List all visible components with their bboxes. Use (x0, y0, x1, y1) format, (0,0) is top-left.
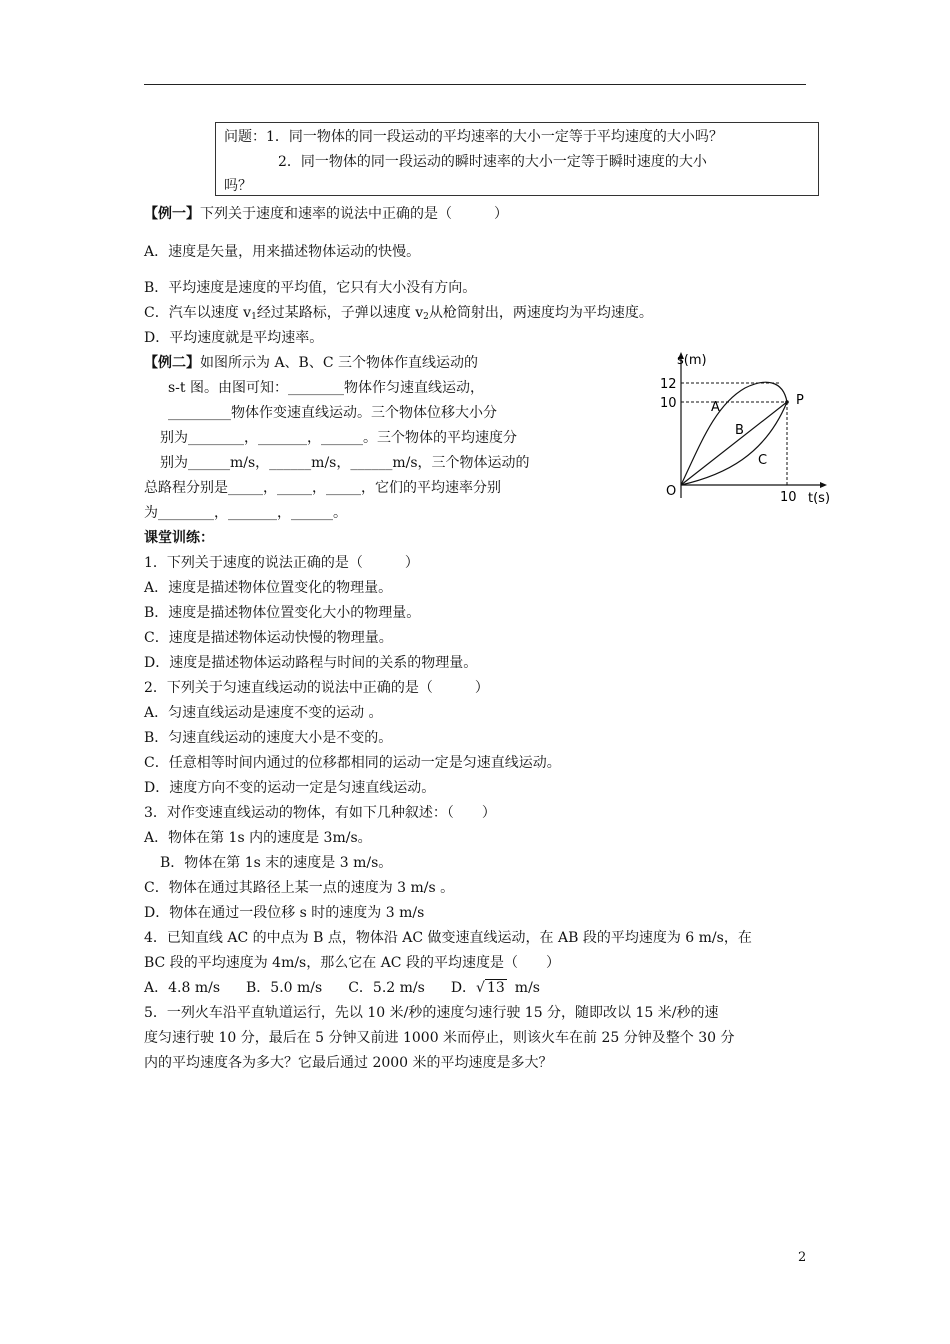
example-2-line-6: 总路程分别是_____，_____，_____，它们的平均速率分别 (144, 480, 501, 496)
example-1-stem (144, 205, 508, 223)
y-tick-10: 10 (660, 396, 677, 411)
training-q3-option-b: B．物体在第 1s 末的速度是 3 m/s。 (160, 855, 393, 871)
training-q3-option-a: A．物体在第 1s 内的速度是 3m/s。 (144, 830, 372, 846)
example-2-text: 如图所示为 A、B、C 三个物体作直线运动的 (200, 355, 479, 371)
header-rule (144, 84, 806, 85)
point-p-label: P (796, 393, 804, 408)
option-c-mid: 经过某路标，子弹以速度 v (256, 305, 424, 321)
example-2-label: 【例二】 (144, 355, 200, 371)
training-title: 课堂训练： (144, 530, 214, 546)
training-q1-option-d: D．速度是描述物体运动路程与时间的关系的物理量。 (144, 655, 478, 671)
training-q2-option-c: C．任意相等时间内通过的位移都相同的运动一定是匀速直线运动。 (144, 755, 561, 771)
example-1-option-d: D．平均速度就是平均速率。 (144, 330, 324, 346)
q4-option-a: A．4.8 m/s (144, 980, 221, 996)
box-question-1: 问题：1．同一物体的同一段运动的平均速率的大小一定等于平均速度的大小吗？ (224, 129, 723, 145)
option-c-sub1: 1 (251, 312, 257, 322)
training-q5-line-3: 内的平均速度各为多大？它最后通过 2000 米的平均速度是多大？ (144, 1055, 553, 1071)
option-c-post: 从枪筒射出，两速度均为平均速度。 (428, 305, 653, 321)
curve-b-label: B (735, 423, 744, 438)
curve-c-label: C (758, 453, 768, 468)
curve-a-label: A (711, 400, 720, 415)
training-q5-line-2: 度匀速行驶 10 分，最后在 5 分钟又前进 1000 米而停止，则该火车在前 25 分钟及整个 30 分 (144, 1030, 735, 1046)
training-q3-option-c: C．物体在通过其路径上某一点的速度为 3 m/s 。 (144, 880, 455, 896)
sqrt-radicand: 13 (486, 980, 505, 996)
training-q4-options (144, 979, 540, 997)
example-1-option-b: B．平均速度是速度的平均值，它只有大小没有方向。 (144, 280, 477, 296)
origin-label: O (666, 484, 677, 499)
y-axis-label: s(m) (677, 353, 707, 368)
training-q4-line-2: BC 段的平均速度为 4m/s，那么它在 AC 段的平均速度是（ ） (144, 955, 560, 971)
box-question-2-cont: 吗？ (224, 178, 252, 194)
example-1-option-c (144, 304, 653, 326)
option-c-pre: C．汽车以速度 v (144, 305, 252, 321)
page-number: 2 (798, 1250, 807, 1265)
x-tick-10: 10 (780, 490, 797, 505)
example-2-line-7: 为________，_______，______。 (144, 505, 347, 521)
s-t-graph (655, 350, 835, 510)
q4-option-c: C．5.2 m/s (348, 980, 425, 996)
y-tick-12: 12 (660, 377, 677, 392)
option-c-sub2: 2 (423, 312, 429, 322)
curve-b (681, 402, 787, 485)
training-q1-option-c: C．速度是描述物体运动快慢的物理量。 (144, 630, 393, 646)
training-q3-option-d: D．物体在通过一段位移 s 时的速度为 3 m/s (144, 905, 425, 921)
example-2-line-2: s-t 图。由图可知：________物体作匀速直线运动， (168, 380, 484, 396)
q4-option-d-unit: m/s (514, 980, 540, 996)
training-q2-option-b: B．匀速直线运动的速度大小是不变的。 (144, 730, 393, 746)
curve-a (681, 382, 787, 485)
sqrt-13 (476, 979, 507, 997)
x-axis-label: t(s) (808, 491, 831, 506)
training-q2: 2．下列关于匀速直线运动的说法中正确的是（ ） (144, 680, 489, 696)
point-p (785, 400, 789, 404)
training-q3: 3．对作变速直线运动的物体，有如下几种叙述：（ ） (144, 805, 496, 821)
y-axis (678, 352, 684, 498)
example-1-label: 【例一】 (144, 206, 200, 222)
box-question-2: 2．同一物体的同一段运动的瞬时速率的大小一定等于瞬时速度的大小 (278, 154, 707, 170)
example-2-line-4: 别为________，_______，______。三个物体的平均速度分 (160, 430, 517, 446)
training-q4-line-1: 4．已知直线 AC 的中点为 B 点，物体沿 AC 做变速直线运动，在 AB 段的平均速度为 6 m/s，在 (144, 930, 752, 946)
example-2-line-3: _________物体作变速直线运动。三个物体位移大小分 (168, 405, 497, 421)
sqrt-icon: √ (476, 980, 485, 996)
q4-option-d-label: D． (450, 980, 477, 996)
training-q1-option-a: A．速度是描述物体位置变化的物理量。 (144, 580, 393, 596)
example-2-line-5: 别为______m/s，______m/s，______m/s，三个物体运动的 (160, 455, 530, 471)
training-q2-option-d: D．速度方向不变的运动一定是匀速直线运动。 (144, 780, 436, 796)
x-axis (681, 482, 827, 488)
training-q1: 1．下列关于速度的说法正确的是（ ） (144, 555, 419, 571)
training-q2-option-a: A．匀速直线运动是速度不变的运动 。 (144, 705, 383, 721)
training-q1-option-b: B．速度是描述物体位置变化大小的物理量。 (144, 605, 421, 621)
example-1-text: 下列关于速度和速率的说法中正确的是（ ） (200, 206, 508, 222)
example-2-line-1 (144, 354, 478, 372)
example-1-option-a: A．速度是矢量，用来描述物体运动的快慢。 (144, 244, 421, 260)
training-q5-line-1: 5．一列火车沿平直轨道运行，先以 10 米/秒的速度匀速行驶 15 分，随即改以 15 米/秒的速 (144, 1005, 719, 1021)
q4-option-b: B．5.0 m/s (246, 980, 323, 996)
